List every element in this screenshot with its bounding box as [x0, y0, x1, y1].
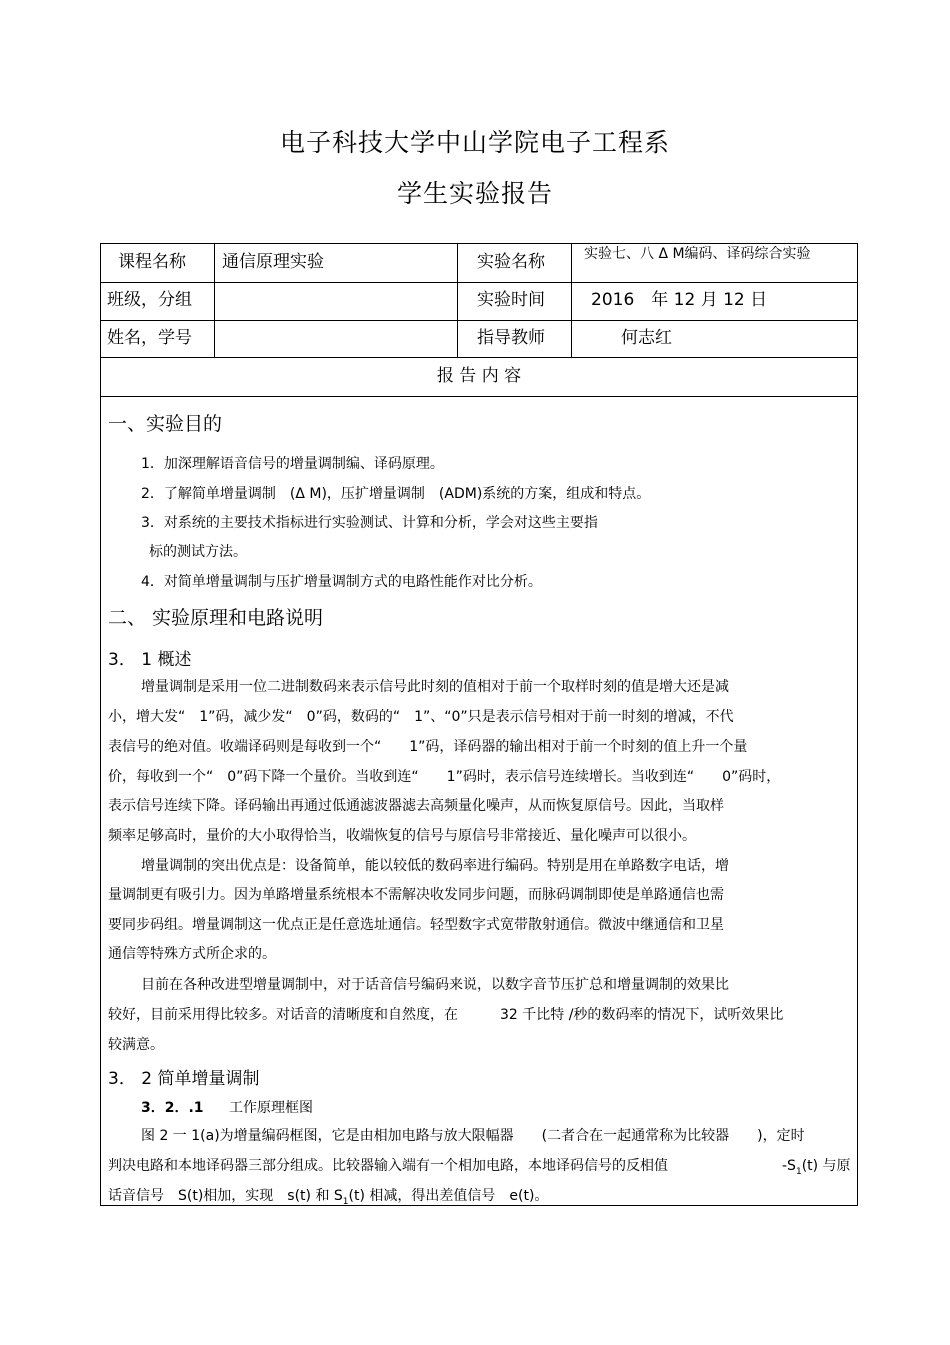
document-title: 电子科技大学中山学院电子工程系	[279, 128, 670, 157]
name-label: 姓名，学号	[107, 328, 192, 348]
exp-time-label: 实验时间	[477, 290, 545, 310]
paragraph-line: 小，增大发“ 1”码，减少发“ 0”码，数码的“ 1”、“0”只是表示信号相对于前一时刻的增减，不代	[108, 709, 734, 725]
paragraph-line: 表信号的绝对值。收端译码则是每收到一个“ 1”码，译码器的输出相对于前一个时刻的值上升一个量	[108, 739, 748, 755]
subsection-overview: 3． 1 概述	[108, 650, 192, 670]
subsection-simple-dm: 3． 2 简单增量调制	[108, 1069, 260, 1089]
paragraph-line: 增量调制的突出优点是：设备简单，能以较低的数码率进行编码。特别是用在单路数字电话，增	[141, 858, 729, 874]
purpose-item: 2．了解简单增量调制 (Δ M)，压扩增量调制 (ADM)系统的方案，组成和特点。	[141, 486, 651, 502]
report-content-header: 报 告 内 容	[436, 366, 522, 386]
table-row-divider	[100, 396, 858, 397]
paragraph-line: 价，每收到一个“ 0”码下降一个量价。当收到连“ 1”码时，表示信号连续增长。当收到连“ 0”码时，	[108, 769, 781, 785]
section-heading-principle: 二、 实验原理和电路说明	[108, 607, 324, 629]
table-row-divider	[100, 357, 858, 358]
course-value: 通信原理实验	[222, 252, 324, 272]
table-col-divider	[457, 243, 458, 357]
course-label: 课程名称	[118, 252, 186, 272]
purpose-item: 4．对简单增量调制与压扩增量调制方式的电路性能作对比分析。	[141, 574, 542, 590]
paragraph-line: 增量调制是采用一位二进制数码来表示信号此时刻的值相对于前一个取样时刻的值是增大还是减	[141, 679, 729, 695]
paragraph-line: 判决电路和本地译码器三部分组成。比较器输入端有一个相加电路，本地译码信号的反相值	[108, 1158, 668, 1174]
paragraph-line-end: $-S_1(t)$ 与原	[782, 1158, 851, 1177]
subsubsection-title: 工作原理框图	[229, 1100, 313, 1116]
table-col-divider	[571, 243, 572, 357]
paragraph-line: 通信等特殊方式所企求的。	[108, 946, 276, 962]
paragraph-line: 量调制更有吸引力。因为单路增量系统根本不需解决收发同步问题，而脉码调制即使是单路通信也需	[108, 887, 724, 903]
purpose-item: 3．对系统的主要技术指标进行实验测试、计算和分析，学会对这些主要指	[141, 515, 598, 531]
paragraph-line: 较好，目前采用得比较多。对话音的清晰度和自然度，在 32 千比特 /秒的数码率的情况下，试听效果比	[108, 1007, 784, 1023]
exp-name-label: 实验名称	[477, 252, 545, 272]
subsubsection-number: 3．2．.1	[141, 1100, 204, 1116]
paragraph-line: 目前在各种改进型增量调制中，对于话音信号编码来说，以数字音节压扩总和增量调制的效果比	[141, 977, 729, 993]
purpose-item: 标的测试方法。	[149, 544, 247, 560]
paragraph-line: 图 2 一 1(a)为增量编码框图，它是由相加电路与放大限幅器 (二者合在一起通常称为比较器 )，定时	[141, 1128, 805, 1144]
purpose-item: 1．加深理解语音信号的增量调制编、译码原理。	[141, 456, 444, 472]
paragraph-line: 话音信号 S(t)相加，实现 s(t) 和 $S_1(t)$ 相减，得出差值信号 e(t)。	[108, 1188, 549, 1207]
document-subtitle: 学生实验报告	[396, 179, 553, 208]
teacher-value: 何志红	[621, 328, 672, 348]
exp-time-value: 2016 年 12 月 12 日	[591, 290, 768, 310]
paragraph-line: 频率足够高时，量价的大小取得恰当，收端恢复的信号与原信号非常接近、量化噪声可以很小。	[108, 828, 696, 844]
teacher-label: 指导教师	[477, 328, 545, 348]
section-heading-purpose: 一、实验目的	[108, 413, 223, 435]
paragraph-line: 较满意。	[108, 1037, 164, 1053]
exp-name-value: 实验七、八 Δ M编码、译码综合实验	[584, 246, 811, 262]
paragraph-line: 要同步码组。增量调制这一优点正是任意选址通信。轻型数字式宽带散射通信。微波中继通信和卫星	[108, 917, 724, 933]
paragraph-line: 表示信号连续下降。译码输出再通过低通滤波器滤去高频量化噪声，从而恢复原信号。因此，当取样	[108, 798, 724, 814]
class-label: 班级，分组	[107, 290, 192, 310]
table-col-divider	[214, 243, 215, 357]
